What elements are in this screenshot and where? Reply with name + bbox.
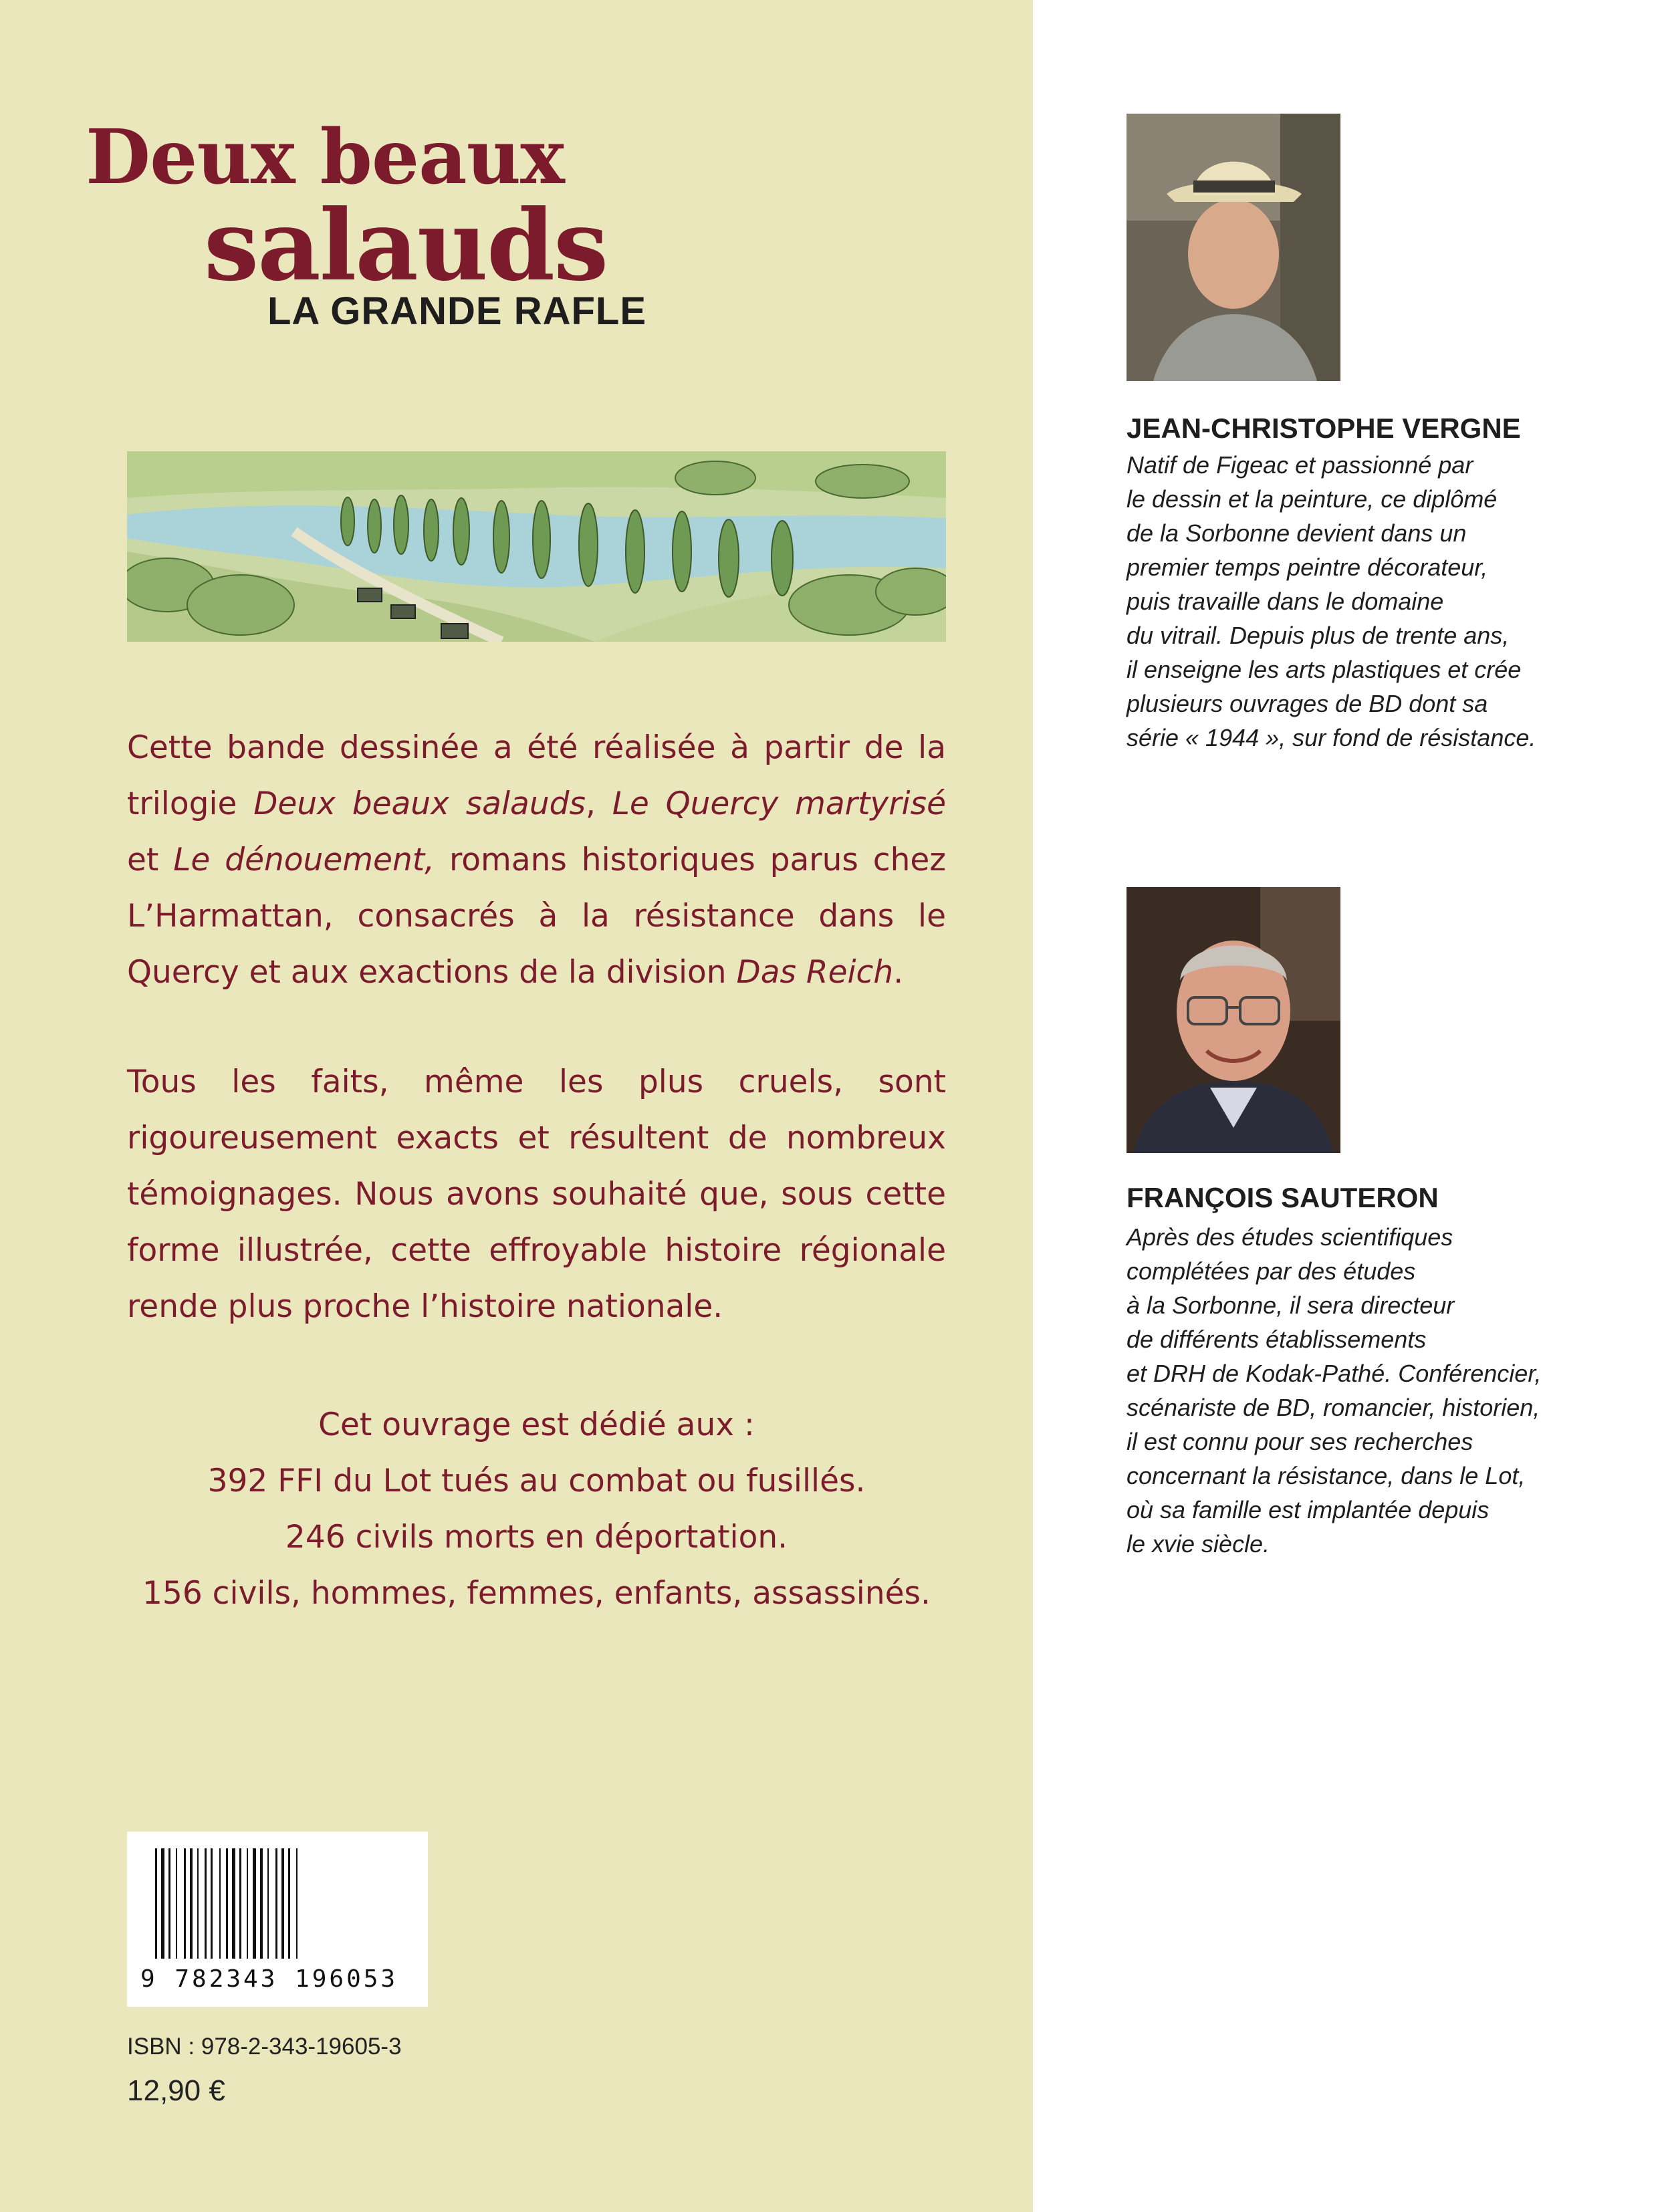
author-name-1: JEAN-CHRISTOPHE VERGNE [1127, 412, 1521, 444]
bio-line: scénariste de BD, romancier, historien, [1127, 1394, 1540, 1421]
river-landscape-illustration [127, 451, 946, 642]
division-name: Das Reich [736, 954, 894, 991]
bio-line: Après des études scientifiques [1127, 1223, 1453, 1251]
author-photo-sauteron [1127, 887, 1340, 1153]
bio-line: le xvie siècle. [1127, 1530, 1270, 1558]
bio-line: il est connu pour ses recherches [1127, 1428, 1473, 1455]
bio-line: premier temps peintre décorateur, [1127, 554, 1488, 581]
summary-paragraph-2: Tous les faits, même les plus cruels, sont rigoureusement exacts et résultent de nombreux témoignages. Nous avons souhaité que, sous cette forme illustrée, cette effroyable histoire régionale rende plus proche l’histoire nationale. [127, 1064, 946, 1325]
barcode-bars [127, 1832, 428, 1965]
dedication [127, 1397, 946, 1622]
bio-line: il enseigne les arts plastiques et crée [1127, 656, 1522, 683]
dedication-line: 156 civils, hommes, femmes, enfants, assassinés. [142, 1575, 931, 1612]
bio-line: et DRH de Kodak-Pathé. Conférencier, [1127, 1360, 1542, 1387]
bio-line: puis travaille dans le domaine [1127, 588, 1444, 615]
author-bio-1 [1127, 448, 1561, 755]
author-name-2: FRANÇOIS SAUTERON [1127, 1182, 1439, 1213]
book-title-ref-3: Le dénouement, [173, 842, 435, 878]
bio-line: complétées par des études [1127, 1257, 1416, 1285]
book-title-line1: Deux beaux [86, 114, 564, 201]
bio-line: à la Sorbonne, il sera directeur [1127, 1292, 1455, 1319]
dedication-line: Cet ouvrage est dédié aux : [318, 1406, 755, 1443]
isbn-text: ISBN : 978-2-343-19605-3 [127, 2034, 402, 2060]
bio-line: concernant la résistance, dans le Lot, [1127, 1462, 1526, 1489]
book-title-line2: salauds [204, 189, 608, 303]
bio-line: Natif de Figeac et passionné par [1127, 451, 1473, 479]
bio-line: de différents établissements [1127, 1326, 1427, 1353]
isbn-barcode [127, 1832, 428, 2007]
dedication-line: 246 civils morts en déportation. [285, 1519, 788, 1556]
bio-line: où sa famille est implantée depuis [1127, 1496, 1490, 1523]
barcode-digits: 9 782343 196053 [140, 1965, 398, 1993]
bio-line: du vitrail. Depuis plus de trente ans, [1127, 622, 1510, 649]
price: 12,90 € [127, 2074, 225, 2107]
bio-line: le dessin et la peinture, ce diplômé [1127, 485, 1498, 513]
bio-line: de la Sorbonne devient dans un [1127, 519, 1467, 547]
author-photo-vergne [1127, 114, 1340, 381]
bio-line: série « 1944 », sur fond de résistance. [1127, 724, 1536, 751]
book-subtitle: LA GRANDE RAFLE [267, 289, 647, 333]
summary-paragraph-1: Cette bande dessinée a été réalisée à partir de la trilogie Deux beaux salauds, Le Quercy martyrisé et Le dénouement, romans historiques parus chez L’Harmattan, consacrés à la résistance dans le Quercy et aux exactions de la division Das Reich. [127, 729, 947, 991]
book-title-ref-2: Le Quercy martyrisé [612, 785, 947, 822]
dedication-line: 392 FFI du Lot tués au combat ou fusillés. [207, 1463, 866, 1499]
book-title-ref-1: Deux beaux salauds [253, 785, 586, 822]
author-bio-2 [1127, 1220, 1561, 1561]
bio-line: plusieurs ouvrages de BD dont sa [1127, 690, 1488, 717]
